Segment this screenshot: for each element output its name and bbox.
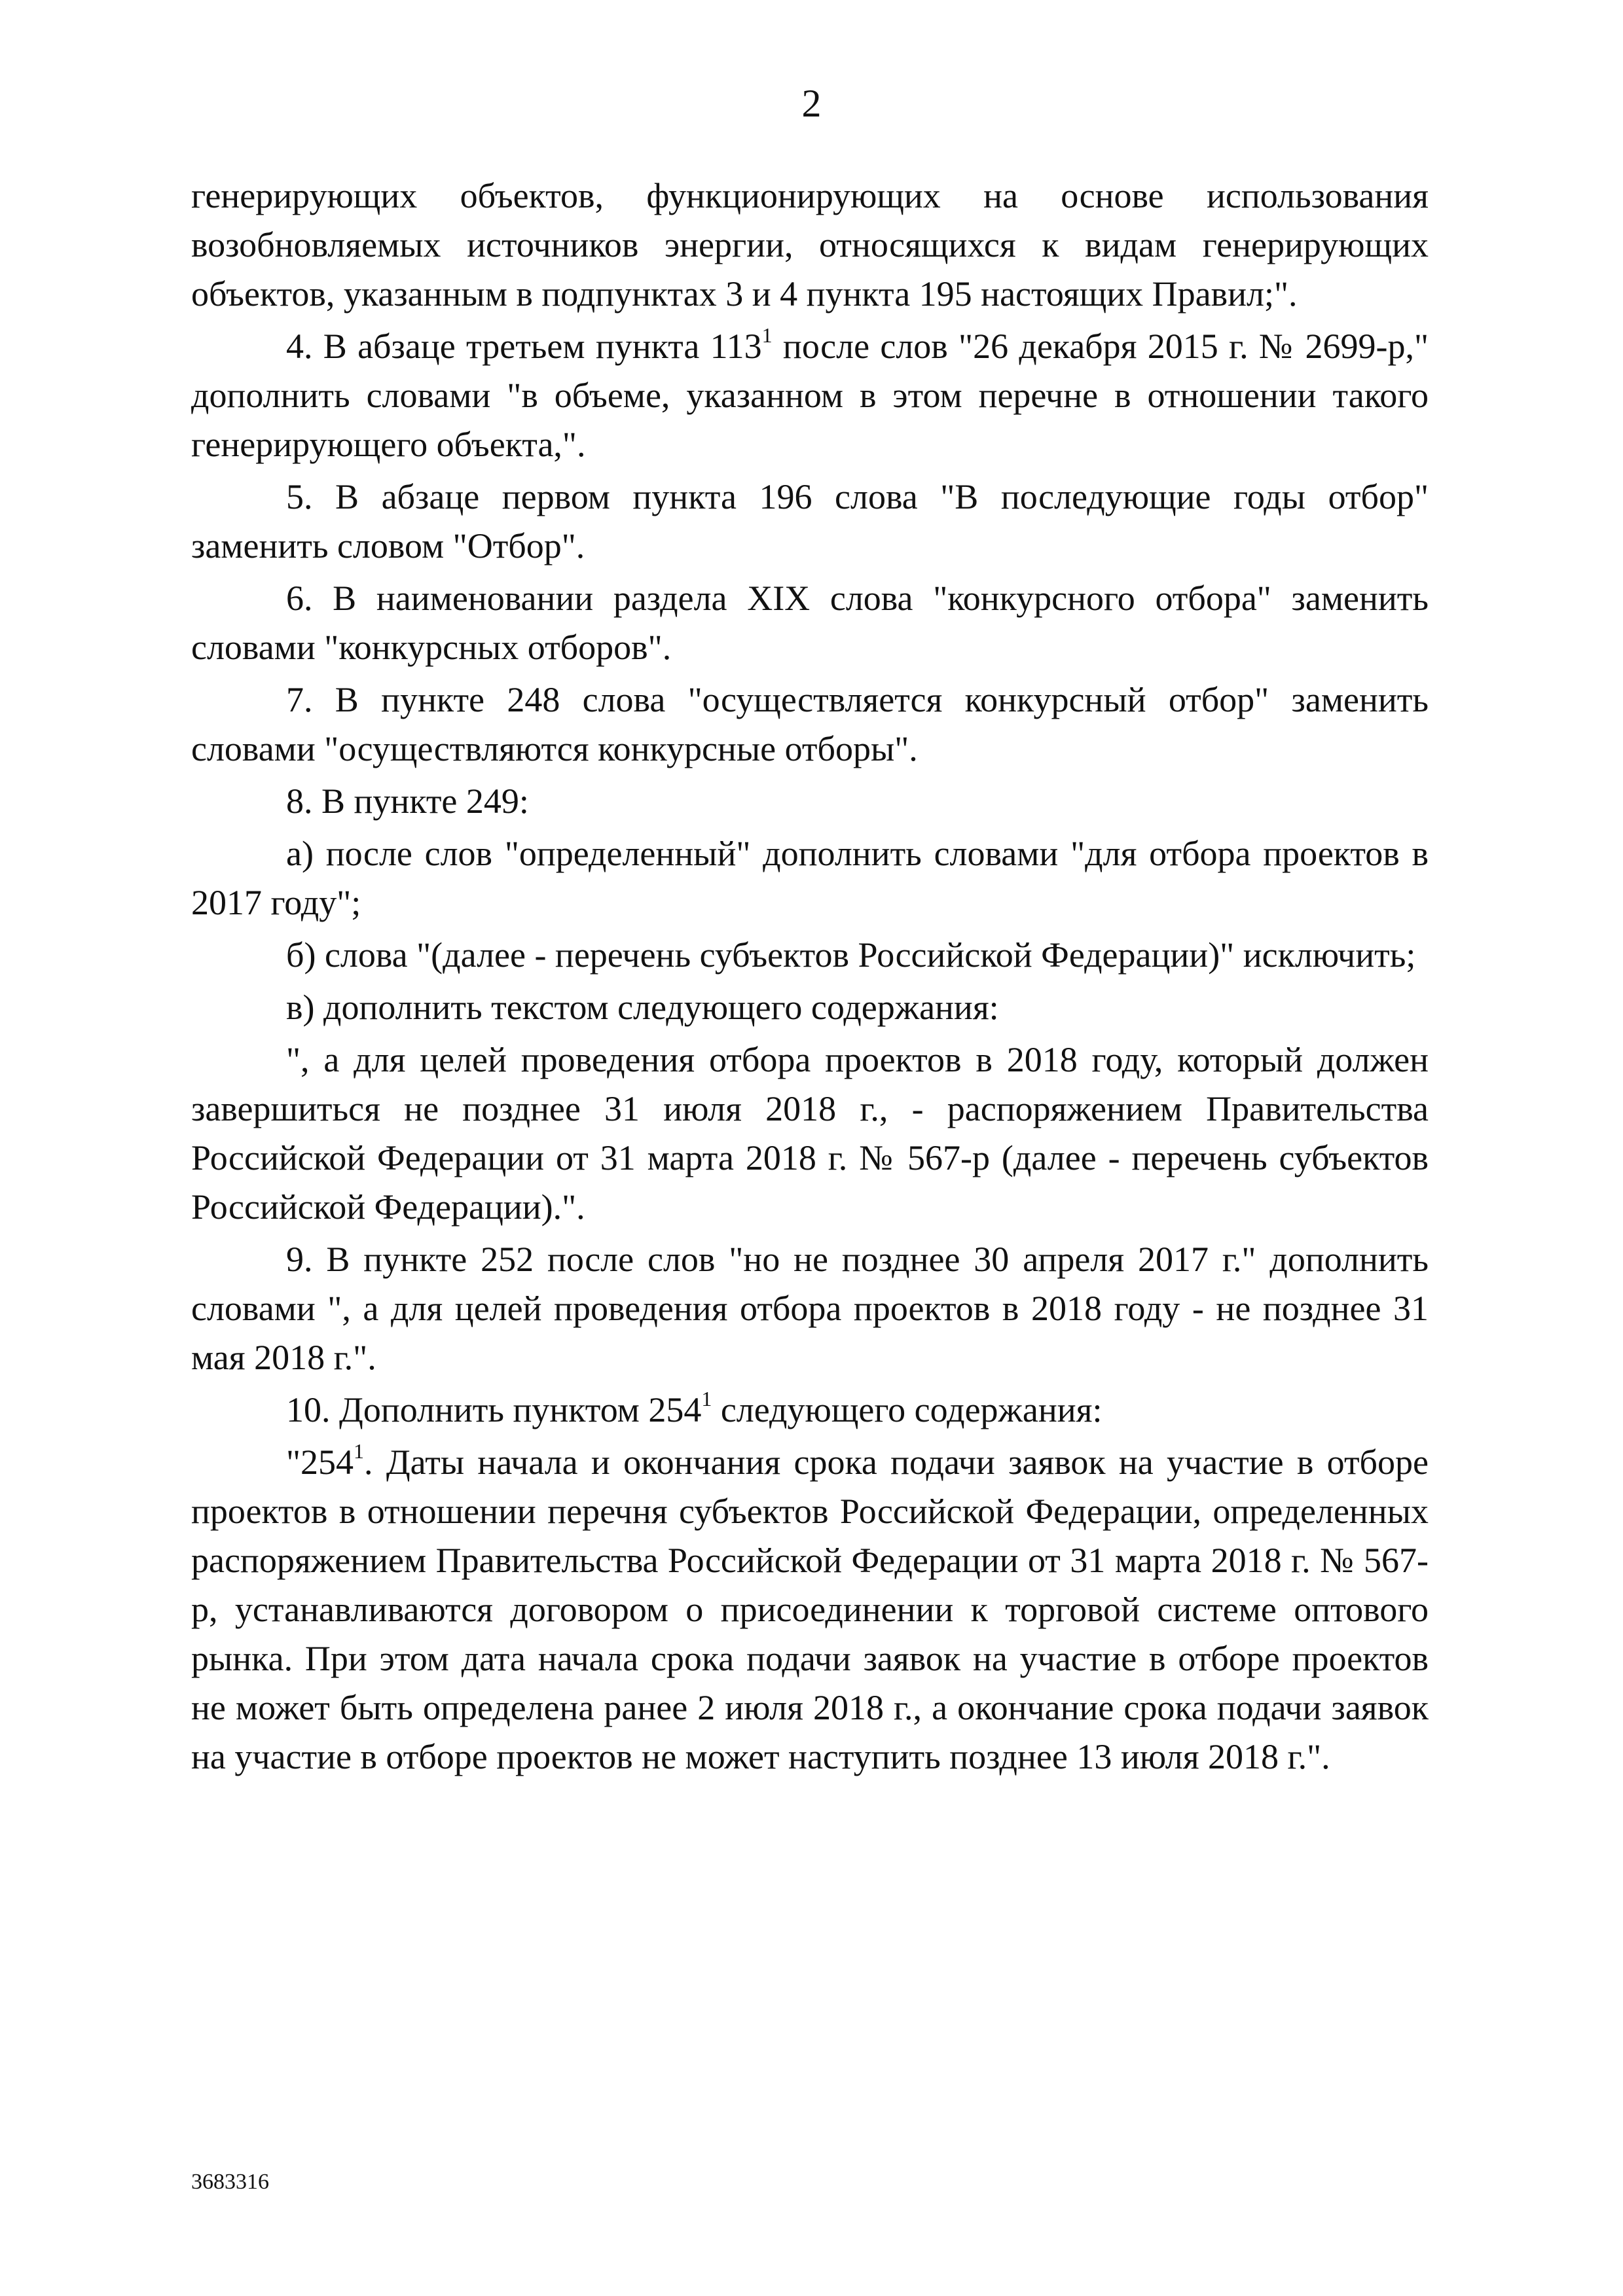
page-number: 2: [801, 82, 822, 125]
paragraph-text: 7. В пункте 248 слова "осуществляется конкурсный отбор" заменить словами "осуществляются конкурсные отборы".: [191, 680, 1429, 768]
document-body: [191, 171, 1429, 1785]
paragraph-continuation: [191, 171, 1429, 319]
superscript: 1: [354, 1439, 365, 1463]
paragraph-item-4: [191, 322, 1429, 469]
paragraph-item-9: [191, 1235, 1429, 1382]
superscript: 1: [761, 323, 773, 347]
paragraph-text-tail: . Даты начала и окончания срока подачи заявок на участие в отборе проектов в отношении перечня субъектов Российской Федерации, определенных распоряжением Правительства Российской Федерации от 31 марта 2018 г. № 567-р, устанавливаются договором о присоединении к торговой системе оптового рынка. При этом дата начала срока подачи заявок на участие в отборе проектов не может быть определена ранее 2 июля 2018 г., а окончание срока подачи заявок на участие в отборе проектов не может наступить позднее 13 июля 2018 г.".: [191, 1443, 1429, 1776]
paragraph-text-tail: после слов "26 декабря 2015 г. № 2699-р," дополнить словами "в объеме, указанном в этом перечне в отношении такого генерирующего объекта,".: [191, 327, 1429, 464]
paragraph-subitem-a: [191, 829, 1429, 927]
paragraph-text: 5. В абзаце первом пункта 196 слова "В последующие годы отбор" заменить словом "Отбор".: [191, 477, 1429, 565]
paragraph-item-8: [191, 777, 1429, 826]
paragraph-text: в) дополнить текстом следующего содержания:: [286, 988, 999, 1027]
paragraph-text: 9. В пункте 252 после слов "но не позднее 30 апреля 2017 г." дополнить словами ", а для целей проведения отбора проектов в 2018 году - не позднее 31 мая 2018 г.".: [191, 1240, 1429, 1377]
paragraph-item-6: [191, 574, 1429, 672]
paragraph-text: 4. В абзаце третьем пункта 113: [286, 327, 762, 366]
paragraph-item-5: [191, 473, 1429, 571]
paragraph-text: 6. В наименовании раздела XIX слова "конкурсного отбора" заменить словами "конкурсных отборов".: [191, 579, 1429, 667]
paragraph-item-254-1: [191, 1438, 1429, 1782]
paragraph-quote-addition: [191, 1035, 1429, 1232]
paragraph-text: 10. Дополнить пунктом 254: [286, 1390, 702, 1429]
paragraph-text: б) слова "(далее - перечень субъектов Российской Федерации)" исключить;: [286, 935, 1416, 975]
paragraph-text: "254: [286, 1443, 354, 1482]
paragraph-item-7: [191, 675, 1429, 774]
paragraph-text: ", а для целей проведения отбора проектов в 2018 году, который должен завершиться не позднее 31 июля 2018 г., - распоряжением Правительства Российской Федерации от 31 марта 2018 г. № 567-р (далее - перечень субъектов Российской Федерации).".: [191, 1040, 1429, 1227]
paragraph-text: генерирующих объектов, функционирующих на основе использования возобновляемых источников энергии, относящихся к видам генерирующих объектов, указанным в подпунктах 3 и 4 пункта 195 настоящих Правил;".: [191, 176, 1429, 314]
paragraph-subitem-v: [191, 983, 1429, 1032]
paragraph-text-tail: следующего содержания:: [712, 1390, 1103, 1429]
document-id: 3683316: [191, 2170, 269, 2194]
paragraph-item-10: [191, 1386, 1429, 1435]
paragraph-text: а) после слов "определенный" дополнить словами "для отбора проектов в 2017 году";: [191, 834, 1429, 922]
paragraph-text: 8. В пункте 249:: [286, 781, 529, 821]
paragraph-subitem-b: [191, 931, 1429, 980]
superscript: 1: [701, 1387, 712, 1410]
